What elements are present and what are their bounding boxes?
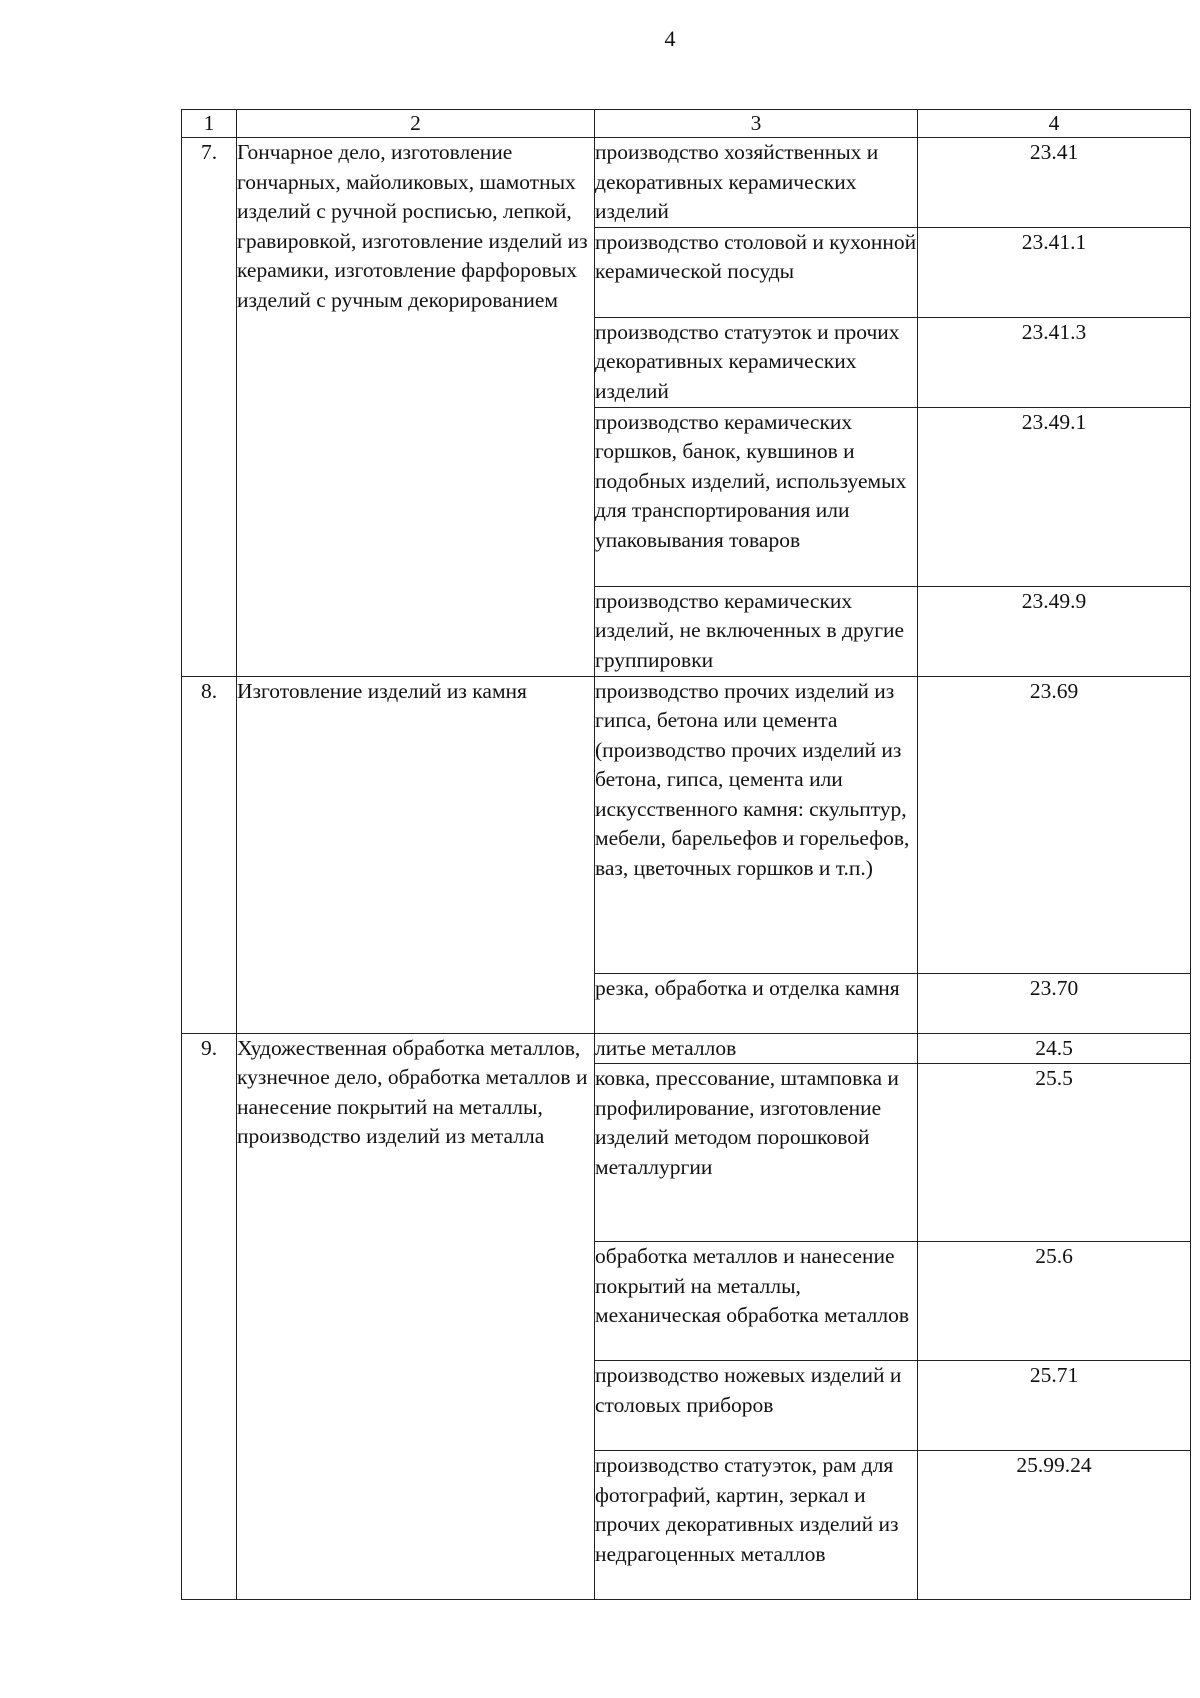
activity-cell: производство ножевых изделий и столовых приборов	[595, 1361, 918, 1451]
okved-code: 23.41.3	[918, 317, 1191, 407]
header-cell: 3	[595, 110, 918, 138]
okved-code: 24.5	[918, 1033, 1191, 1064]
row-number: 8.	[182, 676, 237, 1033]
okved-code: 23.49.1	[918, 407, 1191, 586]
header-cell: 1	[182, 110, 237, 138]
activity-cell: производство статуэток, рам для фотографий, картин, зеркал и прочих декоративных изделий из недрагоценных металлов	[595, 1451, 918, 1600]
okved-code: 23.69	[918, 676, 1191, 973]
activity-cell: литье металлов	[595, 1033, 918, 1064]
table-row	[182, 1033, 1191, 1064]
activity-cell: производство статуэток и прочих декоративных керамических изделий	[595, 317, 918, 407]
okved-code: 25.71	[918, 1361, 1191, 1451]
okved-code: 25.6	[918, 1242, 1191, 1361]
activity-cell: производство керамических изделий, не включенных в другие группировки	[595, 586, 918, 676]
okved-code: 23.49.9	[918, 586, 1191, 676]
header-cell: 4	[918, 110, 1191, 138]
row-number: 9.	[182, 1033, 237, 1600]
activity-cell: производство прочих изделий из гипса, бетона или цемента (производство прочих изделий из бетона, гипса, цемента или искусственного камня: скульптур, мебели, барельефов и горельефов, ваз, цветочных горшков и т.п.)	[595, 676, 918, 973]
header-cell: 2	[237, 110, 595, 138]
page-number: 4	[664, 26, 676, 51]
row-number: 7.	[182, 138, 237, 677]
activity-cell: резка, обработка и отделка камня	[595, 973, 918, 1033]
activity-cell: производство керамических горшков, банок, кувшинов и подобных изделий, используемых для транспортирования или упаковывания товаров	[595, 407, 918, 586]
activity-cell: ковка, прессование, штамповка и профилирование, изготовление изделий методом порошковой металлургии	[595, 1064, 918, 1242]
activities-table	[181, 109, 1191, 1600]
table-header-row	[182, 110, 1191, 138]
table-row	[182, 138, 1191, 228]
okved-code: 23.41.1	[918, 227, 1191, 317]
craft-name: Изготовление изделий из камня	[237, 676, 595, 1033]
activity-cell: производство столовой и кухонной керамической посуды	[595, 227, 918, 317]
activity-cell: обработка металлов и нанесение покрытий на металлы, механическая обработка металлов	[595, 1242, 918, 1361]
craft-name: Гончарное дело, изготовление гончарных, майоликовых, шамотных изделий с ручной росписью, лепкой, гравировкой, изготовление изделий из керамики, изготовление фарфоровых изделий с ручным декорированием	[237, 138, 595, 677]
okved-code: 23.70	[918, 973, 1191, 1033]
craft-name: Художественная обработка металлов, кузнечное дело, обработка металлов и нанесение покрытий на металлы, производство изделий из металла	[237, 1033, 595, 1600]
okved-code: 25.99.24	[918, 1451, 1191, 1600]
table-row	[182, 676, 1191, 973]
activity-cell: производство хозяйственных и декоративных керамических изделий	[595, 138, 918, 228]
okved-code: 25.5	[918, 1064, 1191, 1242]
okved-code: 23.41	[918, 138, 1191, 228]
